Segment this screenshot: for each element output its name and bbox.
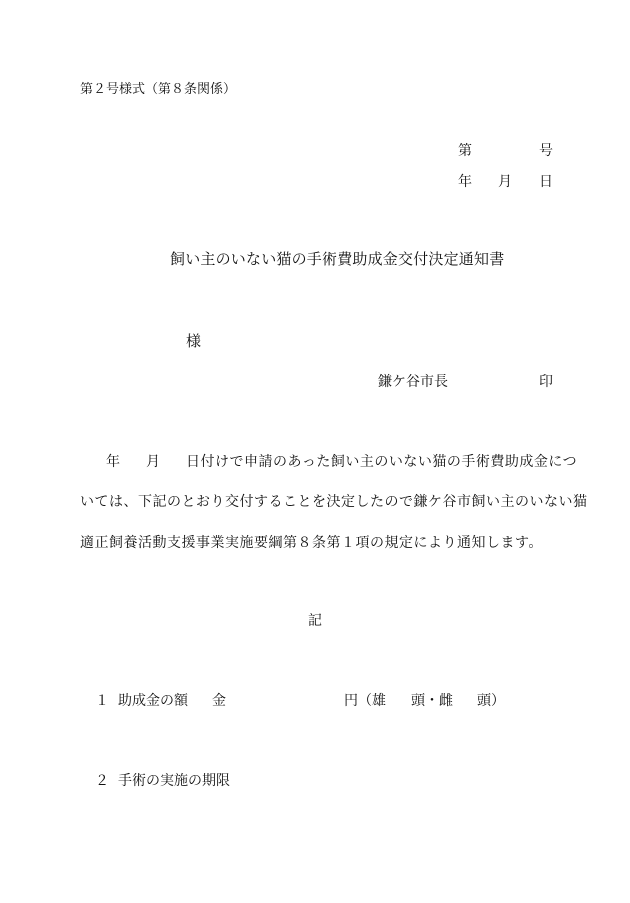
document-number-prefix: 第 — [458, 143, 472, 159]
document-title: 飼い主のいない猫の手術費助成金交付決定通知書 — [170, 250, 505, 268]
item-1-number: １ — [95, 693, 109, 709]
seal-mark: 印 — [539, 374, 553, 390]
body-month: 月 — [146, 454, 161, 470]
issuer-name: 鎌ケ谷市長 — [378, 374, 448, 390]
form-number-label: 第２号様式（第８条関係） — [80, 82, 237, 97]
ki-heading: 記 — [308, 613, 322, 629]
item-2-label: 手術の実施の期限 — [118, 773, 230, 789]
item-1-head-close: 頭） — [477, 693, 505, 709]
date-year: 年 — [458, 174, 472, 190]
item-1-head-female: 頭・雌 — [411, 693, 453, 709]
item-1-label: 助成金の額 — [118, 693, 188, 709]
recipient-honorific: 様 — [186, 332, 202, 350]
date-day: 日 — [539, 174, 553, 190]
body-year: 年 — [106, 454, 121, 470]
item-1-yen-male: 円（雄 — [344, 693, 386, 709]
body-line-3: 適正飼養活動支援事業実施要綱第８条第１項の規定により通知します。 — [80, 535, 543, 551]
item-1-kin: 金 — [212, 693, 226, 709]
date-month: 月 — [498, 174, 512, 190]
body-line-1: 日付けで申請のあった飼い主のいない猫の手術費助成金につ — [186, 454, 578, 470]
body-line-2: いては、下記のとおり交付することを決定したので鎌ケ谷市飼い主のいない猫 — [80, 494, 588, 510]
item-2-number: ２ — [95, 773, 109, 789]
document-number-suffix: 号 — [539, 143, 553, 159]
